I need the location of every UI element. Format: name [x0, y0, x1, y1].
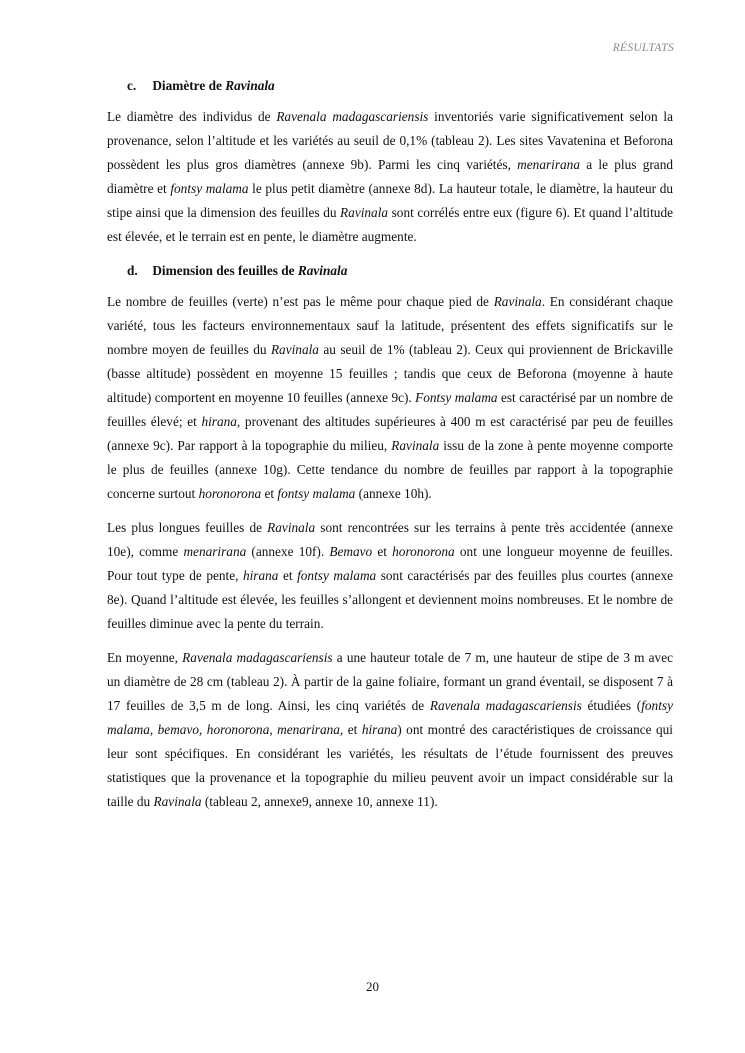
section-heading-d — [127, 259, 673, 283]
italic-term: fontsy malama — [277, 486, 356, 501]
text-run: sont caractérisés par des feuilles plus courtes (annexe 8e). Quand l’altitude est élevée, les feuilles s’allongent et deviennent moins nombreuses. Et le nombre de feuilles diminue avec la pente du terrain. — [107, 568, 673, 631]
text-run: issu de la zone à pente moyenne comporte le plus de feuilles (annexe 10g). Cette tendance du nombre de feuilles par rapport à la topographie concerne surtout — [107, 438, 674, 501]
italic-term: Ravinala — [493, 294, 542, 309]
text-run: ont une longueur moyenne de feuilles. Pour tout type de pente, — [107, 544, 674, 583]
text-run: et — [261, 486, 278, 501]
italic-term: Ravenala madagascariensis — [276, 109, 429, 124]
italic-term: Ravinala — [225, 78, 275, 93]
italic-term: Ravinala — [153, 794, 202, 809]
text-run: Dimension des feuilles de — [152, 263, 298, 278]
italic-term: horonorona — [198, 486, 262, 501]
section-heading-c — [127, 74, 673, 98]
text-run: ) ont montré des caractéristiques de croissance qui leur sont spécifiques. En considérant les variétés, les résultats de l’étude fournissent des preuves statistiques que la provenance et la topographie du milieu peuvent avoir un impact considérable sur la taille du — [107, 722, 674, 809]
italic-term: fontsy malama — [297, 568, 377, 583]
paragraph — [107, 516, 673, 636]
italic-term: fontsy malama, bemavo, horonorona, menarirana, — [107, 698, 673, 737]
text-run: est caractérisé par un nombre de feuilles élevé; et — [107, 390, 673, 429]
text-run: sont corrélés entre eux (figure 6). Et quand l’altitude est élevée, et le terrain est en pente, le diamètre augmente. — [107, 205, 673, 244]
text-run: Diamètre de — [152, 78, 226, 93]
italic-term: Bemavo — [329, 544, 373, 559]
text-run: le plus petit diamètre (annexe 8d). La hauteur totale, le diamètre, la hauteur du stipe ainsi que la dimension des feuilles du — [107, 181, 673, 220]
text-run: (annexe 10h). — [355, 486, 432, 501]
page-number: 20 — [366, 979, 379, 994]
section-title — [152, 78, 274, 93]
paragraph — [107, 290, 673, 506]
italic-term: Ravinala — [340, 205, 389, 220]
text-run: et — [372, 544, 393, 559]
italic-term: Ravenala madagascariensis — [429, 698, 582, 713]
text-run: En moyenne, — [107, 650, 183, 665]
text-run: sont rencontrées sur les terrains à pente très accidentée (annexe 10e), comme — [107, 520, 673, 559]
italic-term: hirana, — [201, 414, 241, 429]
italic-term: menarirana — [183, 544, 247, 559]
running-header: RÉSULTATS — [612, 42, 674, 54]
text-run: Le nombre de feuilles (verte) n’est pas le même pour chaque pied de — [107, 294, 494, 309]
italic-term: hirana — [361, 722, 398, 737]
text-run: inventoriés varie significativement selon la provenance, selon l’altitude et les variétés au seuil de 0,1% (tableau 2). Les sites Vavatenina et Beforona possèdent les plus gros diamètres (annexe 9b). Parmi les cinq variétés, — [107, 109, 673, 172]
text-run: provenant des altitudes supérieures à 400 m est caractérisé par peu de feuilles (annexe 9c). Par rapport à la topographie du milieu, — [107, 414, 673, 453]
italic-term: horonorona — [392, 544, 455, 559]
text-run: a le plus grand diamètre et — [107, 157, 673, 196]
paragraph — [107, 646, 673, 814]
italic-term: fontsy malama — [170, 181, 249, 196]
text-run: au seuil de 1% (tableau 2). Ceux qui proviennent de Brickaville (basse altitude) possèdent en moyenne 15 feuilles ; tandis que ceux de Beforona (moyenne à haute altitude) comportent en moyenne 10 feuilles (annexe 9c). — [107, 342, 674, 405]
italic-term: hirana — [242, 568, 279, 583]
italic-term: Ravinala — [267, 520, 316, 535]
section-number: d. — [127, 263, 138, 278]
text-run: Le diamètre des individus de — [107, 109, 277, 124]
document-body — [107, 74, 673, 824]
italic-term: Ravenala madagascariensis — [182, 650, 333, 665]
paragraph — [107, 105, 673, 249]
text-run: et — [343, 722, 362, 737]
section-number: c. — [127, 78, 137, 93]
section-title — [152, 263, 347, 278]
text-run: a une hauteur totale de 7 m, une hauteur de stipe de 3 m avec un diamètre de 28 cm (tableau 2). À partir de la gaine foliaire, formant un grand éventail, se disposent 7 à 17 feuilles de 3,5 m de long. Ainsi, les cinq variétés de — [107, 650, 674, 713]
text-run: (tableau 2, annexe9, annexe 10, annexe 11). — [201, 794, 438, 809]
text-run: . En considérant chaque variété, tous les facteurs environnementaux sauf la latitude, présentent des effets significatifs sur le nombre moyen de feuilles du — [107, 294, 673, 357]
italic-term: Fontsy malama — [415, 390, 498, 405]
text-run: (annexe 10f). — [246, 544, 330, 559]
italic-term: Ravinala — [270, 342, 319, 357]
italic-term: Ravinala — [391, 438, 440, 453]
text-run: et — [278, 568, 298, 583]
italic-term: Ravinala — [297, 263, 348, 278]
text-run: Les plus longues feuilles de — [107, 520, 268, 535]
italic-term: menarirana — [517, 157, 580, 172]
text-run: étudiées ( — [581, 698, 642, 713]
